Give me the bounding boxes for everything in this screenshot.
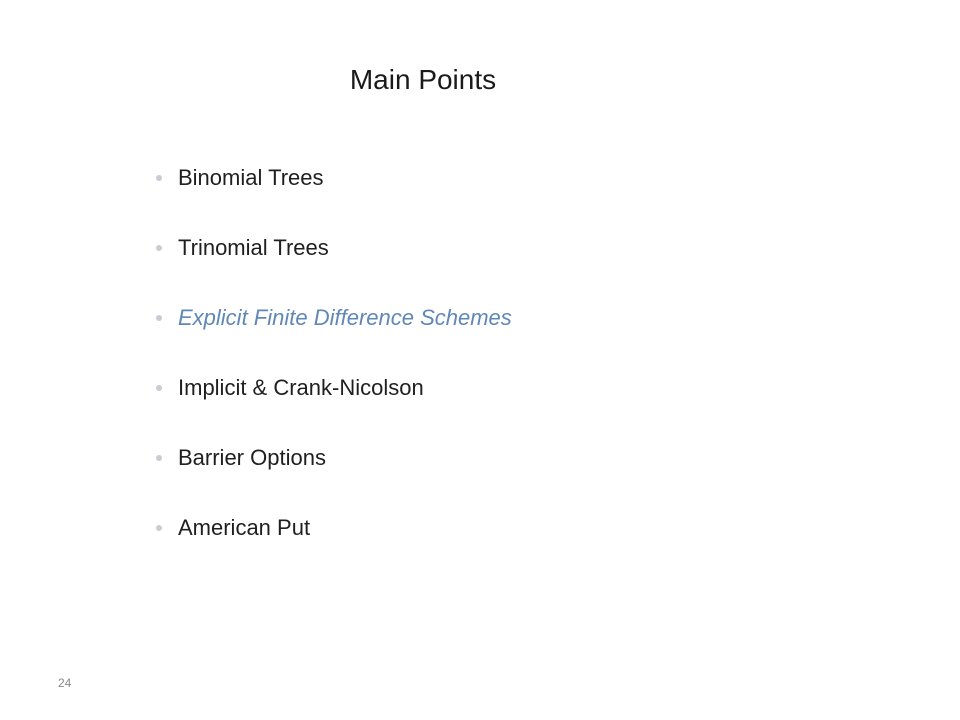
bullet-item-trinomial-trees: [152, 230, 752, 300]
page-number: 24: [58, 676, 72, 690]
bullet-marker-icon: [156, 525, 162, 531]
bullet-text: Implicit & Crank-Nicolson: [178, 375, 424, 400]
bullet-marker-icon: [156, 385, 162, 391]
bullet-text-highlighted: Explicit Finite Difference Schemes: [178, 305, 512, 330]
slide-title: Main Points: [349, 64, 497, 95]
bullet-item-implicit-crank-nicolson: [152, 370, 752, 440]
bullet-marker-icon: [156, 245, 162, 251]
bullet-marker-icon: [156, 455, 162, 461]
main-points-list: [152, 160, 752, 580]
bullet-text: Trinomial Trees: [178, 235, 329, 260]
bullet-text: American Put: [178, 515, 311, 540]
bullet-item-american-put: [152, 510, 752, 580]
bullet-item-explicit-finite-difference-schemes: [152, 300, 752, 370]
bullet-item-barrier-options: [152, 440, 752, 510]
bullet-marker-icon: [156, 175, 162, 181]
bullet-marker-icon: [156, 315, 162, 321]
bullet-text: Barrier Options: [178, 445, 326, 470]
bullet-item-binomial-trees: [152, 160, 752, 230]
bullet-text: Binomial Trees: [178, 165, 324, 190]
